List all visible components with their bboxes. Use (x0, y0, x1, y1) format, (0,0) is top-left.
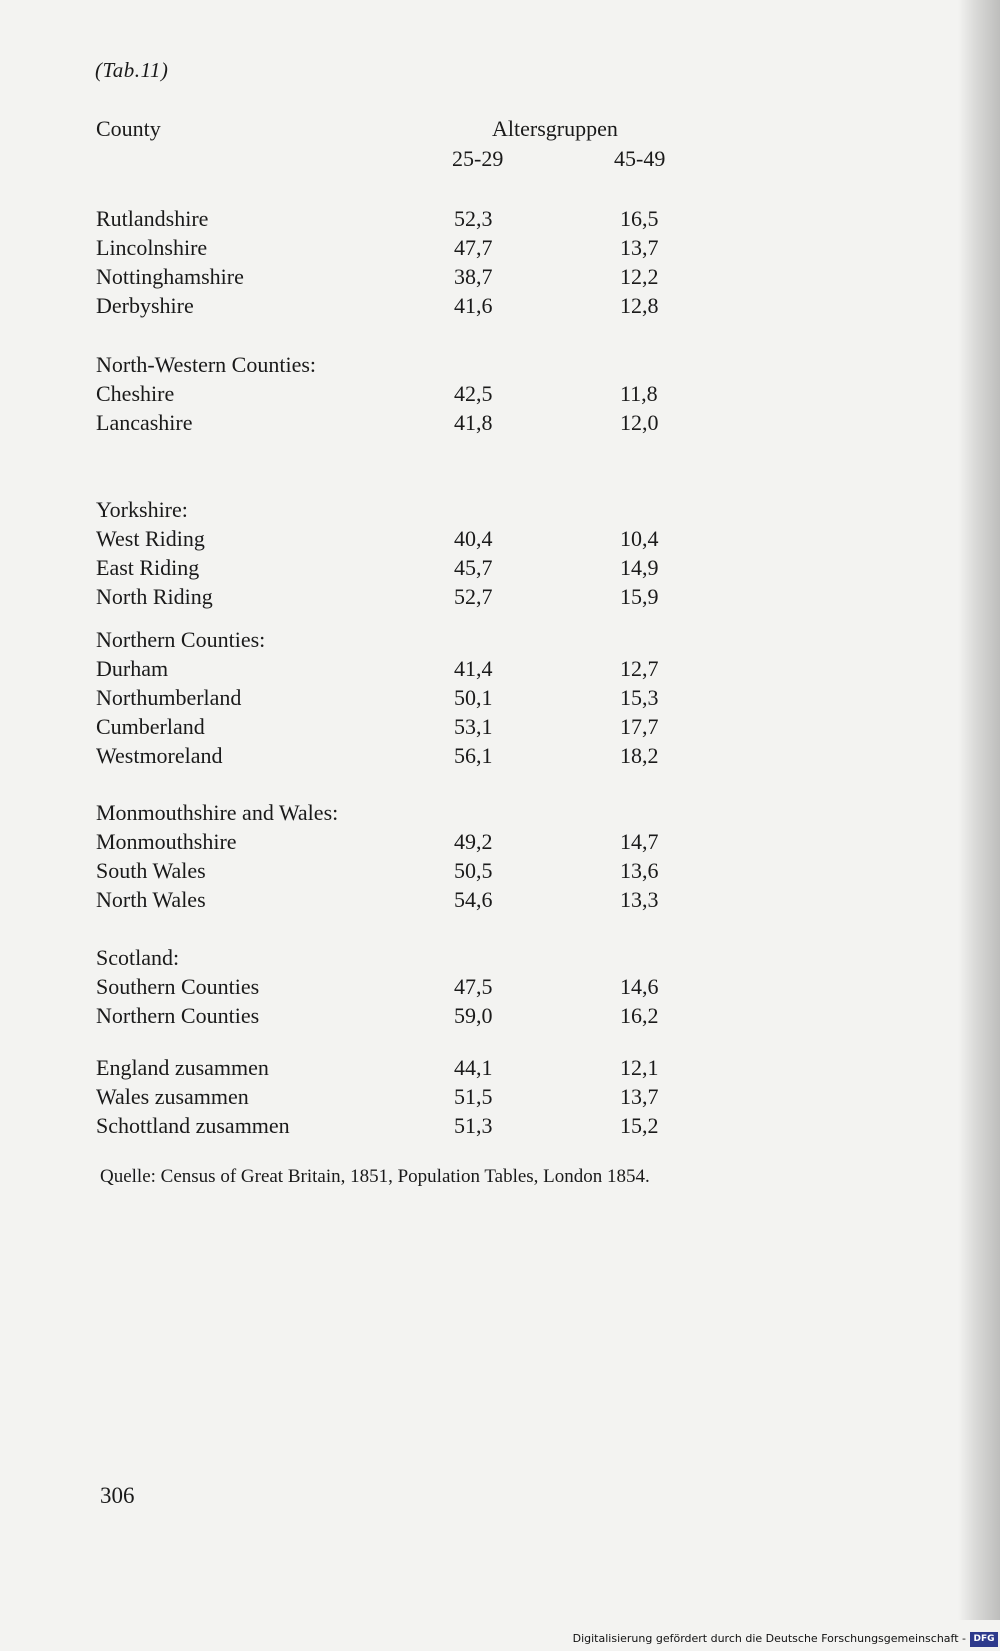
row-county-name: Monmouthshire (96, 829, 237, 854)
header-county: County (96, 116, 161, 141)
row-value-45-49: 12,2 (620, 264, 659, 289)
row-county-name: North Wales (96, 887, 206, 912)
row-value-45-49: 17,7 (620, 714, 659, 739)
row-county-name: Northumberland (96, 685, 242, 710)
row-value-25-29: 47,5 (454, 974, 493, 999)
section-heading: Scotland: (96, 945, 180, 970)
row-county-name: Westmoreland (96, 743, 223, 768)
row-value-25-29: 47,7 (454, 235, 493, 260)
row-county-name: Wales zusammen (96, 1084, 249, 1109)
dfg-logo: DFG (970, 1632, 998, 1647)
row-county-name: Lincolnshire (96, 235, 208, 260)
row-county-name: East Riding (96, 555, 200, 580)
row-value-25-29: 40,4 (454, 526, 493, 551)
row-county-name: England zusammen (96, 1055, 269, 1080)
row-county-name: North Riding (96, 584, 213, 609)
header-col-45-49: 45-49 (614, 146, 666, 171)
row-county-name: Cumberland (96, 714, 205, 739)
row-county-name: Southern Counties (96, 974, 260, 999)
row-county-name: Derbyshire (96, 293, 194, 318)
row-value-25-29: 51,3 (454, 1113, 493, 1138)
row-county-name: Durham (96, 656, 169, 681)
row-value-25-29: 42,5 (454, 381, 493, 406)
row-county-name: Rutlandshire (96, 206, 209, 231)
row-value-45-49: 10,4 (620, 526, 659, 551)
row-value-25-29: 41,8 (454, 410, 493, 435)
row-value-45-49: 16,2 (620, 1003, 659, 1028)
row-value-45-49: 15,3 (620, 685, 659, 710)
section-heading: North-Western Counties: (96, 352, 317, 377)
row-value-25-29: 49,2 (454, 829, 493, 854)
row-value-45-49: 11,8 (620, 381, 658, 406)
row-county-name: West Riding (96, 526, 205, 551)
row-value-25-29: 38,7 (454, 264, 493, 289)
row-value-45-49: 15,9 (620, 584, 659, 609)
row-value-25-29: 45,7 (454, 555, 493, 580)
header-age-groups: Altersgruppen (492, 116, 618, 141)
source-note: Quelle: Census of Great Britain, 1851, Population Tables, London 1854. (100, 1166, 650, 1187)
row-county-name: Nottinghamshire (96, 264, 244, 289)
row-value-45-49: 14,7 (620, 829, 659, 854)
row-county-name: Lancashire (96, 410, 193, 435)
row-value-45-49: 14,6 (620, 974, 659, 999)
footer-credit: Digitalisierung gefördert durch die Deutsche Forschungsgemeinschaft - (572, 1632, 966, 1645)
row-value-25-29: 53,1 (454, 714, 493, 739)
row-value-25-29: 52,7 (454, 584, 493, 609)
row-value-45-49: 18,2 (620, 743, 659, 768)
row-county-name: Cheshire (96, 381, 175, 406)
row-value-45-49: 15,2 (620, 1113, 659, 1138)
row-county-name: Schottland zusammen (96, 1113, 290, 1138)
row-value-45-49: 12,1 (620, 1055, 659, 1080)
row-value-45-49: 13,7 (620, 235, 659, 260)
section-heading: Northern Counties: (96, 627, 266, 652)
row-value-25-29: 59,0 (454, 1003, 493, 1028)
row-county-name: Northern Counties (96, 1003, 260, 1028)
row-value-45-49: 13,7 (620, 1084, 659, 1109)
row-value-25-29: 44,1 (454, 1055, 493, 1080)
row-value-25-29: 41,4 (454, 656, 493, 681)
section-heading: Monmouthshire and Wales: (96, 800, 339, 825)
row-value-45-49: 12,8 (620, 293, 659, 318)
row-value-25-29: 52,3 (454, 206, 493, 231)
header-col-25-29: 25-29 (452, 146, 504, 171)
section-heading: Yorkshire: (96, 497, 188, 522)
row-value-25-29: 54,6 (454, 887, 493, 912)
row-value-45-49: 12,7 (620, 656, 659, 681)
row-value-25-29: 51,5 (454, 1084, 493, 1109)
row-value-45-49: 14,9 (620, 555, 659, 580)
row-value-25-29: 41,6 (454, 293, 493, 318)
row-value-25-29: 50,5 (454, 858, 493, 883)
row-county-name: South Wales (96, 858, 206, 883)
page-number: 306 (100, 1483, 135, 1508)
row-value-25-29: 50,1 (454, 685, 493, 710)
row-value-45-49: 13,3 (620, 887, 659, 912)
table-label: (Tab.11) (95, 58, 169, 82)
row-value-45-49: 13,6 (620, 858, 659, 883)
binding-shadow (958, 0, 1000, 1620)
row-value-45-49: 16,5 (620, 206, 659, 231)
row-value-45-49: 12,0 (620, 410, 659, 435)
row-value-25-29: 56,1 (454, 743, 493, 768)
